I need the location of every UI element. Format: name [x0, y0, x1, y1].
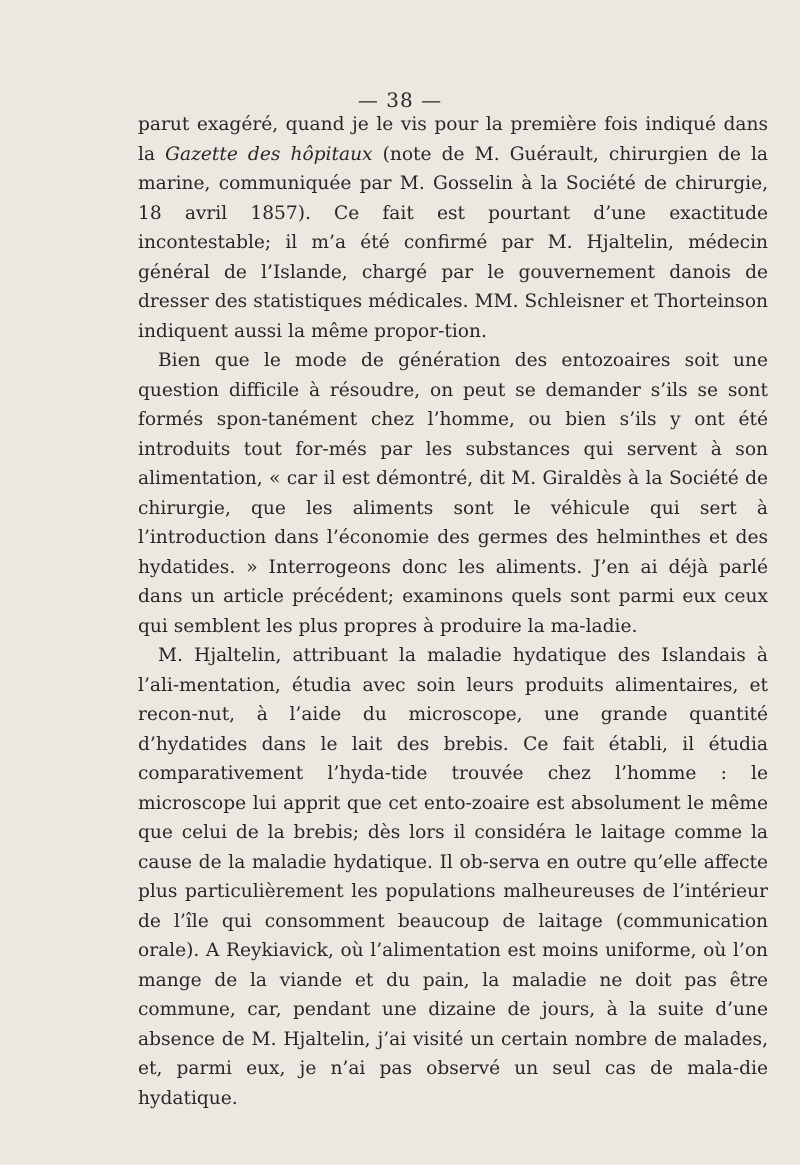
paragraph-1: [138, 110, 768, 346]
paragraph-1-lead: parut exagéré, quand je le vis pour la première fois indiqué dans la: [138, 114, 768, 165]
paragraph-1-tail: (note de M. Guérault, chirurgien de la marine, communiquée par M. Gosselin à la Société de chirurgie, 18 avril 1857). Ce fait est pourtant d’une exactitude incontestable; il m’a été confirmé par M. Hjaltelin, médecin général de l’Islande, chargé par le gouvernement danois de dresser des statistiques médicales. MM. Schleisner et Thorteinson indiquent aussi la même propor-tion.: [138, 143, 768, 342]
journal-title: Gazette des hôpitaux: [165, 143, 373, 165]
paragraph-3: M. Hjaltelin, attribuant la maladie hydatique des Islandais à l’ali-mentation, étudia avec soin leurs produits alimentaires, et recon-nut, à l’aide du microscope, une grande quantité d’hydatides dans le lait des brebis. Ce fait établi, il étudia comparativement l’hyda-tide trouvée chez l’homme : le microscope lui apprit que cet ento-zoaire est absolument le même que celui de la brebis; dès lors il considéra le laitage comme la cause de la maladie hydatique. Il ob-serva en outre qu’elle affecte plus particulièrement les populations malheureuses de l’intérieur de l’île qui consomment beaucoup de laitage (communication orale). A Reykiavick, où l’alimentation est moins uniforme, où l’on mange de la viande et du pain, la maladie ne doit pas être commune, car, pendant une dizaine de jours, à la suite d’une absence de M. Hjaltelin, j’ai visité un certain nombre de malades, et, parmi eux, je n’ai pas observé un seul cas de mala-die hydatique.: [138, 645, 768, 1109]
paragraph-2: Bien que le mode de génération des entozoaires soit une question difficile à résoudre, on peut se demander s’ils se sont formés spon-tanément chez l’homme, ou bien s’ils y ont été introduits tout for-més par les substances qui servent à son alimentation, « car il est démontré, dit M. Giraldès à la Société de chirurgie, que les aliments sont le véhicule qui sert à l’introduction dans l’économie des germes des helminthes et des hydatides. » Interrogeons donc les aliments. J’en ai déjà parlé dans un article précédent; examinons quels sont parmi eux ceux qui semblent les plus propres à produire la ma-ladie.: [138, 350, 768, 637]
page-number: — 38 —: [357, 88, 443, 112]
body-text: [138, 110, 768, 1113]
